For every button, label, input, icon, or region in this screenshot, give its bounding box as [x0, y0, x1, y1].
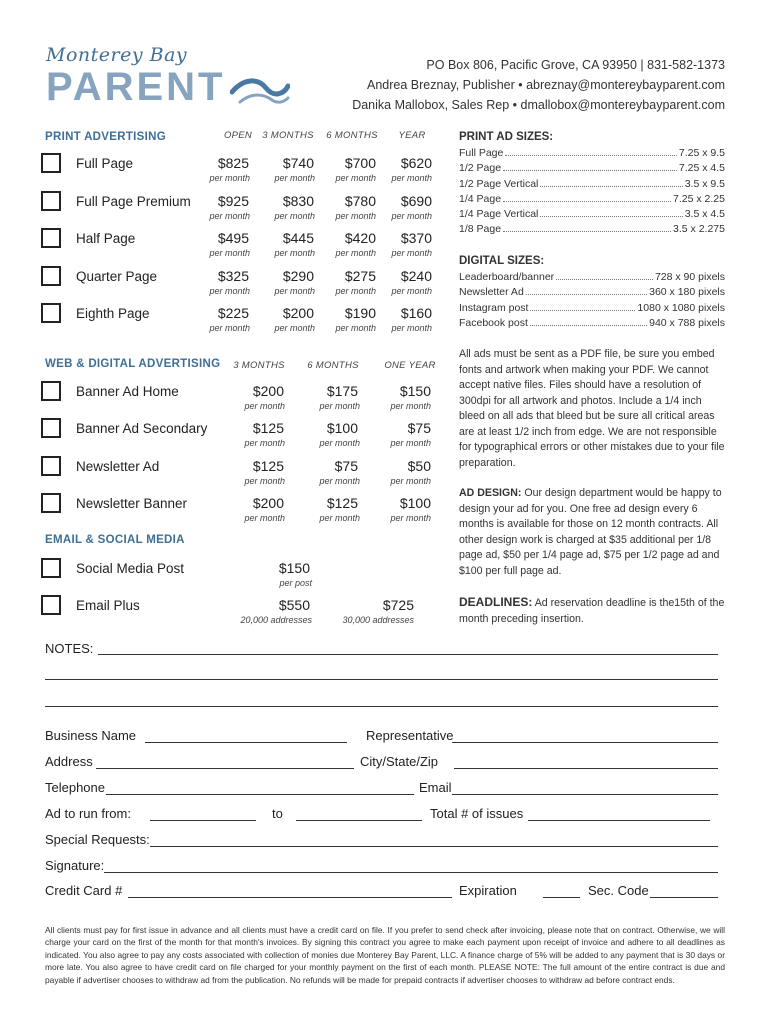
size-label: Full Page — [459, 147, 504, 159]
dot-leader — [556, 279, 653, 280]
ad-run-to-label: to — [272, 806, 283, 821]
checkbox-newsletter-ad[interactable] — [41, 456, 61, 476]
city-state-zip-label: City/State/Zip — [360, 754, 439, 769]
size-row — [459, 177, 725, 192]
total-issues-field[interactable] — [528, 820, 710, 821]
checkbox-newsletter-banner[interactable] — [41, 493, 61, 513]
price-full-page-premium-3: $690 — [400, 192, 432, 209]
size-label: 1/4 Page Vertical — [459, 208, 539, 221]
per-month-label: per month — [274, 248, 315, 258]
per-month-label: per month — [335, 173, 376, 183]
checkbox-eighth-page[interactable] — [41, 303, 61, 323]
size-label: Instagram post — [459, 301, 529, 314]
per-month-label: per month — [390, 475, 431, 486]
size-label: Facebook post — [459, 316, 528, 329]
per-month-label: per month — [274, 173, 315, 183]
size-row — [459, 316, 725, 331]
size-value: 940 x 788 pixels — [649, 316, 725, 329]
logo-wave-icon — [230, 70, 290, 106]
checkbox-quarter-page[interactable] — [41, 266, 61, 286]
expiration-label: Expiration — [459, 883, 517, 898]
size-row — [459, 161, 725, 176]
price-full-page-3: $620 — [400, 155, 432, 171]
per-month-label: per month — [390, 512, 431, 523]
file-requirements-text: All ads must be sent as a PDF file, be sure you embed fonts and artwork when making your PDF. We cannot accept native files. Files should have a resolution of 300dpi for all artwork and photos. Include a 1/4 inch bleed on all ads that bleed but be sure all critical areas are at least 1/2 inch from edge. We are not responsible for typographical errors or other mistakes due to your file preparation. — [459, 348, 725, 469]
per-month-label: per month — [244, 438, 285, 449]
per-month-label: per month — [244, 401, 285, 411]
deadlines-label: DEADLINES: — [459, 595, 533, 609]
size-row — [459, 285, 725, 300]
per-month-label: per month — [390, 401, 431, 411]
contact-sales-rep: Danika Mallobox, Sales Rep • dmallobox@montereybayparent.com — [352, 98, 725, 112]
checkbox-social-media-post[interactable] — [41, 558, 61, 578]
price-eighth-page-1: $200 — [282, 305, 314, 321]
per-month-label: per month — [319, 401, 360, 411]
expiration-field[interactable] — [543, 897, 580, 898]
checkbox-banner-ad-home[interactable] — [41, 381, 61, 401]
credit-card-label: Credit Card # — [45, 883, 123, 898]
total-issues-label: Total # of issues — [430, 806, 524, 821]
web-col-year: ONE YEAR — [384, 360, 436, 371]
price-banner-ad-home-2: $150 — [399, 383, 431, 399]
price-quarter-page-0: $325 — [217, 267, 249, 284]
price-full-page-2: $700 — [344, 155, 376, 171]
price-full-page-premium-2: $780 — [344, 192, 376, 209]
price-newsletter-banner-0: $200 — [252, 494, 284, 511]
print-col-year: YEAR — [398, 130, 426, 141]
checkbox-email-plus[interactable] — [41, 595, 61, 615]
checkbox-half-page[interactable] — [41, 228, 61, 248]
size-row — [459, 207, 725, 222]
size-row — [459, 222, 725, 237]
sec-code-label: Sec. Code — [588, 883, 649, 898]
dot-leader — [540, 186, 682, 187]
size-value: 360 x 180 pixels — [649, 286, 725, 299]
print-sizes-list — [459, 146, 725, 238]
terms-fine-print: All clients must pay for first issue in advance and all clients must have a credit card on file. If you prefer to send check after invoicing, please note that on contract. Otherwise, we will charge your card on the first of the month for that month's invoices. By signing this contract you agree to make each payment upon receipt of invoice and adhere to all deadlines as indicated. You also agree to pay any costs associated with collection of monies due Monterey Bay Parent, LLC. A finance charge of 5% will be added to any payment that is 30 days or more late. You also agree to have credit card on file charged for your monthly payment on the first of each month. PLEASE NOTE: The full amount of the entire contract is due and payable if advertiser chooses to withdraw ad from the publication. No refunds will be made for prepaid contracts if advertiser chooses to withdraw ad before contract ends. — [45, 925, 725, 985]
per-month-label: per month — [335, 210, 376, 221]
per-month-label: per month — [209, 285, 250, 296]
item-banner-ad-secondary: Banner Ad Secondary — [76, 421, 208, 437]
web-col-3months: 3 MONTHS — [233, 360, 285, 371]
item-newsletter-banner: Newsletter Banner — [76, 495, 188, 511]
per-month-label: per month — [274, 285, 315, 296]
size-label: 1/8 Page — [459, 223, 502, 236]
price-newsletter-ad-2: $50 — [407, 457, 431, 474]
per-month-label: per month — [319, 512, 360, 523]
dot-leader — [503, 231, 671, 232]
dot-leader — [540, 216, 682, 217]
price-quarter-page-2: $275 — [344, 267, 376, 284]
notes-line-2[interactable] — [45, 679, 718, 680]
notes-line-3[interactable] — [45, 706, 718, 707]
special-requests-label: Special Requests: — [45, 832, 150, 847]
price-newsletter-banner-1: $125 — [326, 494, 358, 511]
deadlines-body: Ad reservation deadline is the15th of the month preceding insertion. — [459, 597, 725, 625]
web-section-title: WEB & DIGITAL ADVERTISING — [45, 358, 221, 370]
price-full-page-premium-1: $830 — [282, 192, 314, 209]
per-month-label: per month — [391, 173, 432, 183]
dot-leader — [503, 201, 671, 202]
digital-sizes-title: DIGITAL SIZES: — [459, 255, 545, 267]
per-month-label: per month — [209, 248, 250, 258]
size-value: 3.5 x 4.5 — [684, 208, 725, 221]
representative-field[interactable] — [452, 742, 718, 743]
price-full-page-premium-0: $925 — [217, 192, 249, 209]
signature-field[interactable] — [104, 872, 718, 873]
per-month-label: per month — [391, 248, 432, 258]
size-label: 1/2 Page Vertical — [459, 177, 539, 190]
size-row — [459, 192, 725, 207]
web-col-6months: 6 MONTHS — [307, 360, 359, 371]
dot-leader — [530, 325, 647, 326]
per-month-label: per month — [335, 285, 376, 296]
email-field[interactable] — [452, 794, 718, 795]
size-label: Newsletter Ad — [459, 286, 524, 299]
print-col-3months: 3 MONTHS — [262, 130, 314, 141]
price-half-page-0: $495 — [217, 230, 249, 246]
price-full-page-1: $740 — [282, 155, 314, 171]
address-field[interactable] — [96, 768, 354, 769]
item-quarter-page: Quarter Page — [76, 268, 158, 284]
deadlines-text — [459, 595, 727, 627]
per-month-label: per month — [209, 173, 250, 183]
size-row — [459, 301, 725, 316]
print-col-open: OPEN — [223, 130, 253, 141]
size-value: 1080 x 1080 pixels — [637, 301, 725, 314]
per-month-label: per month — [244, 475, 285, 486]
size-value: 728 x 90 pixels — [654, 271, 725, 283]
item-banner-ad-home: Banner Ad Home — [76, 384, 179, 399]
ad-run-from-field[interactable] — [150, 820, 256, 821]
price-banner-ad-secondary-2: $75 — [407, 420, 431, 437]
print-sizes-title: PRINT AD SIZES: — [459, 131, 554, 143]
sub-email-plus-20k: 20,000 addresses — [240, 615, 312, 625]
dot-leader — [505, 155, 677, 156]
item-full-page: Full Page — [76, 156, 134, 171]
per-month-label: per month — [319, 438, 360, 449]
contact-block — [352, 55, 725, 115]
item-eighth-page: Eighth Page — [76, 306, 150, 321]
notes-line-1[interactable] — [98, 654, 718, 655]
per-month-label: per month — [244, 512, 285, 523]
special-requests-field[interactable] — [150, 846, 718, 847]
per-month-label: per month — [335, 248, 376, 258]
price-newsletter-banner-2: $100 — [399, 494, 431, 511]
size-value: 3.5 x 9.5 — [684, 177, 725, 190]
item-newsletter-ad: Newsletter Ad — [76, 458, 160, 474]
price-banner-ad-home-1: $175 — [326, 383, 358, 399]
credit-card-field[interactable] — [128, 897, 452, 898]
sub-social-media-post: per post — [279, 578, 312, 588]
per-month-label: per month — [391, 285, 432, 296]
print-section-title: PRINT ADVERTISING — [45, 131, 166, 143]
ad-design-text — [459, 486, 727, 579]
logo-wordmark: PARENT — [46, 65, 226, 109]
checkbox-full-page[interactable] — [41, 153, 61, 173]
ad-design-label: AD DESIGN: — [459, 487, 522, 499]
size-label: 1/4 Page — [459, 192, 502, 205]
signature-label: Signature: — [45, 858, 105, 873]
dot-leader — [530, 310, 635, 311]
logo-script: Monterey Bay — [46, 44, 188, 66]
per-month-label: per month — [335, 323, 376, 333]
digital-sizes-list — [459, 270, 725, 331]
price-banner-ad-secondary-1: $100 — [326, 420, 358, 437]
size-label: Leaderboard/banner — [459, 271, 555, 283]
checkbox-full-page-premium[interactable] — [41, 191, 61, 211]
per-month-label: per month — [274, 323, 315, 333]
price-quarter-page-3: $240 — [400, 267, 432, 284]
business-name-field[interactable] — [145, 742, 347, 743]
per-month-label: per month — [274, 210, 315, 221]
print-col-6months: 6 MONTHS — [326, 130, 378, 141]
ad-run-from-label: Ad to run from: — [45, 806, 131, 821]
contact-address: PO Box 806, Pacific Grove, CA 93950 | 831-582-1373 — [426, 58, 725, 72]
size-row — [459, 146, 725, 161]
per-month-label: per month — [391, 323, 432, 333]
size-label: 1/2 Page — [459, 162, 502, 175]
representative-label: Representative — [366, 728, 454, 743]
item-email-plus: Email Plus — [76, 598, 140, 613]
price-full-page-0: $825 — [217, 155, 249, 171]
size-value: 7.25 x 2.25 — [673, 192, 725, 205]
price-eighth-page-2: $190 — [344, 305, 376, 321]
checkbox-banner-ad-secondary[interactable] — [41, 418, 61, 438]
per-month-label: per month — [209, 323, 250, 333]
item-social-media-post: Social Media Post — [76, 561, 185, 576]
dot-leader — [526, 294, 647, 295]
price-newsletter-ad-0: $125 — [252, 457, 284, 474]
address-label: Address — [45, 754, 93, 769]
price-newsletter-ad-1: $75 — [334, 457, 358, 474]
price-quarter-page-1: $290 — [282, 267, 314, 284]
sec-code-field[interactable] — [650, 897, 718, 898]
price-half-page-2: $420 — [344, 230, 376, 246]
email-label: Email — [419, 780, 452, 795]
price-half-page-3: $370 — [400, 230, 432, 246]
size-value: 3.5 x 2.275 — [673, 223, 725, 236]
price-banner-ad-secondary-0: $125 — [252, 420, 284, 437]
size-value: 7.25 x 9.5 — [678, 147, 725, 159]
price-half-page-1: $445 — [282, 230, 314, 246]
city-state-zip-field[interactable] — [454, 768, 718, 769]
notes-label: NOTES: — [45, 641, 94, 656]
per-month-label: per month — [319, 475, 360, 486]
contact-publisher: Andrea Breznay, Publisher • abreznay@montereybayparent.com — [367, 78, 725, 92]
item-full-page-premium: Full Page Premium — [76, 193, 191, 209]
size-value: 7.25 x 4.5 — [678, 162, 725, 175]
business-name-label: Business Name — [45, 728, 137, 743]
price-email-plus-20k: $550 — [278, 597, 310, 613]
ad-run-to-field[interactable] — [296, 820, 422, 821]
per-month-label: per month — [390, 438, 431, 449]
email-section-title: EMAIL & SOCIAL MEDIA — [45, 534, 185, 546]
telephone-label: Telephone — [45, 780, 105, 795]
price-eighth-page-3: $160 — [400, 305, 432, 321]
sub-email-plus-30k: 30,000 addresses — [342, 615, 414, 625]
price-social-media-post: $150 — [278, 560, 310, 576]
item-half-page: Half Page — [76, 231, 136, 246]
ad-design-body: Our design department would be happy to design your ad for you. One free ad design every 6 months is available for those on 12 month contracts. All other design work is charged at $35 additional per 1/8 page ad, $50 per 1/4 page ad, $75 per 1/2 page ad and $100 per full page ad. — [459, 487, 722, 577]
telephone-field[interactable] — [106, 794, 414, 795]
price-email-plus-30k: $725 — [382, 597, 414, 613]
size-row — [459, 270, 725, 285]
price-banner-ad-home-0: $200 — [252, 383, 284, 399]
dot-leader — [503, 170, 677, 171]
per-month-label: per month — [209, 210, 250, 221]
per-month-label: per month — [391, 210, 432, 221]
price-eighth-page-0: $225 — [217, 305, 249, 321]
